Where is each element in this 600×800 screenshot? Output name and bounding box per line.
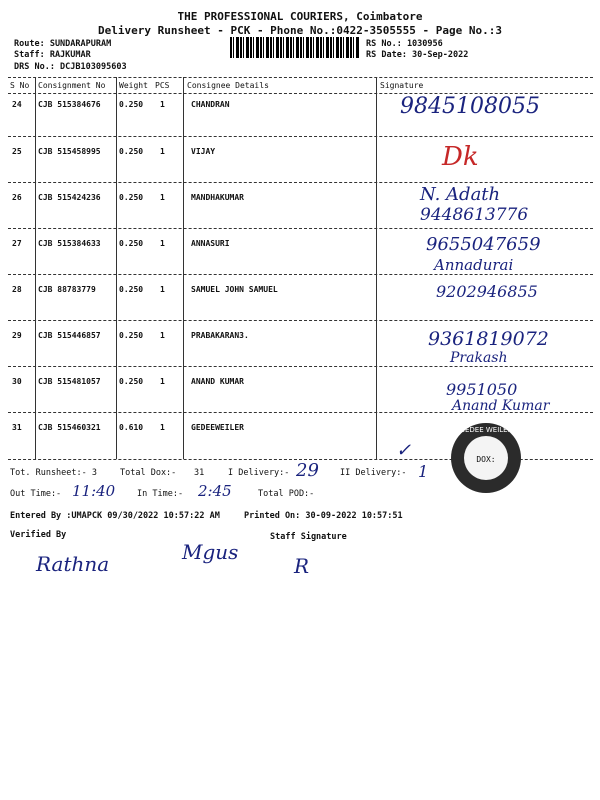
in-time-label: In Time:- — [137, 489, 184, 499]
row-sno: 26 — [12, 193, 22, 202]
row-divider — [8, 274, 593, 275]
row-pcs: 1 — [160, 331, 165, 340]
row-sno: 30 — [12, 377, 22, 386]
total-dox-value: 31 — [194, 468, 205, 478]
row-consignee: CHANDRAN — [191, 100, 230, 109]
row-pcs: 1 — [160, 193, 165, 202]
rs-number: RS No.: 1030956 — [366, 39, 443, 49]
row-consignee: MANDHAKUMAR — [191, 193, 244, 202]
row-pcs: 1 — [160, 285, 165, 294]
row-divider — [8, 136, 593, 137]
row-divider — [8, 366, 593, 367]
row-consignment: CJB 515384633 — [38, 239, 101, 248]
total-dox-label: Total Dox:- — [120, 468, 177, 478]
col-sep — [376, 77, 377, 459]
table-top-border — [8, 77, 593, 78]
route-label: Route: SUNDARAPURAM — [14, 39, 112, 49]
barcode — [230, 37, 360, 58]
row-consignment: CJB 515458995 — [38, 147, 101, 156]
col-sep — [35, 77, 36, 459]
row-weight: 0.610 — [119, 423, 144, 432]
row-divider — [8, 320, 593, 321]
row-consignment: CJB 515481057 — [38, 377, 101, 386]
col-sep — [116, 77, 117, 459]
printed-on: Printed On: 30-09-2022 10:57:51 — [244, 511, 403, 521]
row-consignee: ANAND KUMAR — [191, 377, 244, 386]
row-pcs: 1 — [160, 423, 165, 432]
row-divider — [8, 182, 593, 183]
handwritten-number: 9655047659 — [426, 234, 541, 255]
row-weight: 0.250 — [119, 377, 144, 386]
col-consignment: Consignment No — [38, 81, 106, 90]
verified-signature: Rathna — [36, 552, 110, 576]
row-pcs: 1 — [160, 239, 165, 248]
entered-by: Entered By :UMAPCK 09/30/2022 10:57:22 AM — [10, 511, 220, 521]
row-consignment: CJB 515384676 — [38, 100, 101, 109]
handwritten-number: 9448613776 — [420, 205, 529, 225]
handwritten-signature: 9845108055 — [400, 94, 540, 119]
handwritten-signature: Dk — [442, 142, 479, 172]
ii-delivery-value: 1 — [418, 462, 429, 481]
row-pcs: 1 — [160, 147, 165, 156]
handwritten-number: 9361819072 — [428, 328, 549, 350]
out-time-label: Out Time:- — [10, 489, 62, 499]
verified-by-label: Verified By — [10, 530, 67, 540]
row-weight: 0.250 — [119, 239, 144, 248]
col-sep — [183, 77, 184, 459]
runsheet-subtitle: Delivery Runsheet - PCK - Phone No.:0422-3505555 - Page No.:3 — [98, 24, 502, 37]
ii-delivery-label: II Delivery:- — [340, 468, 407, 478]
row-divider — [8, 228, 593, 229]
row-consignment: CJB 515460321 — [38, 423, 101, 432]
drs-label: DRS No.: DCJB103095603 — [14, 62, 127, 72]
stamp-center-text: DOX: — [476, 455, 496, 464]
company-stamp — [448, 420, 524, 496]
row-consignment: CJB 515424236 — [38, 193, 101, 202]
row-consignee: ANNASURI — [191, 239, 230, 248]
row-pcs: 1 — [160, 377, 165, 386]
row-weight: 0.250 — [119, 331, 144, 340]
company-title: THE PROFESSIONAL COURIERS, Coimbatore — [177, 10, 423, 23]
col-consignee: Consignee Details — [187, 81, 269, 90]
i-delivery-label: I Delivery:- — [228, 468, 290, 478]
row-sno: 28 — [12, 285, 22, 294]
handwritten-number: 9202946855 — [436, 282, 538, 301]
col-signature: Signature — [380, 81, 424, 90]
row-consignee: GEDEEWEILER — [191, 423, 244, 432]
row-pcs: 1 — [160, 100, 165, 109]
handwritten-signature: Annadurai — [434, 256, 514, 274]
total-runsheet: Tot. Runsheet:- 3 — [10, 468, 97, 478]
row-consignee: VIJAY — [191, 147, 216, 156]
handwritten-signature: Anand Kumar — [452, 398, 550, 414]
row-consignment: CJB 88783779 — [38, 285, 96, 294]
row-consignee: SAMUEL JOHN SAMUEL — [191, 285, 278, 294]
out-time-value: 11:40 — [72, 482, 116, 500]
handwritten-signature: Prakash — [450, 350, 508, 366]
col-weight: Weight — [119, 81, 148, 90]
row-sno: 27 — [12, 239, 22, 248]
row-sno: 25 — [12, 147, 22, 156]
i-delivery-value: 29 — [296, 460, 319, 481]
verified-signature: Mgus — [182, 540, 239, 564]
in-time-value: 2:45 — [198, 482, 232, 500]
row-consignment: CJB 515446857 — [38, 331, 101, 340]
rs-date: RS Date: 30-Sep-2022 — [366, 50, 469, 60]
row-weight: 0.250 — [119, 285, 144, 294]
col-sno: S No — [10, 81, 30, 90]
row-sno: 31 — [12, 423, 22, 432]
total-pod-label: Total POD:- — [258, 489, 315, 499]
handwritten-tick: ✓ — [396, 440, 412, 461]
row-weight: 0.250 — [119, 147, 144, 156]
staff-label: Staff: RAJKUMAR — [14, 50, 91, 60]
row-sno: 24 — [12, 100, 22, 109]
row-sno: 29 — [12, 331, 22, 340]
col-pcs: PCS — [155, 81, 170, 90]
row-weight: 0.250 — [119, 193, 144, 202]
stamp-ring-text: GEDEE WEILER — [459, 426, 513, 434]
handwritten-signature: N. Adath — [420, 184, 501, 205]
handwritten-number: 9951050 — [446, 380, 518, 399]
staff-signature-label: Staff Signature — [270, 532, 347, 542]
row-consignee: PRABAKARAN3. — [191, 331, 249, 340]
row-weight: 0.250 — [119, 100, 144, 109]
staff-signature: R — [294, 554, 310, 578]
